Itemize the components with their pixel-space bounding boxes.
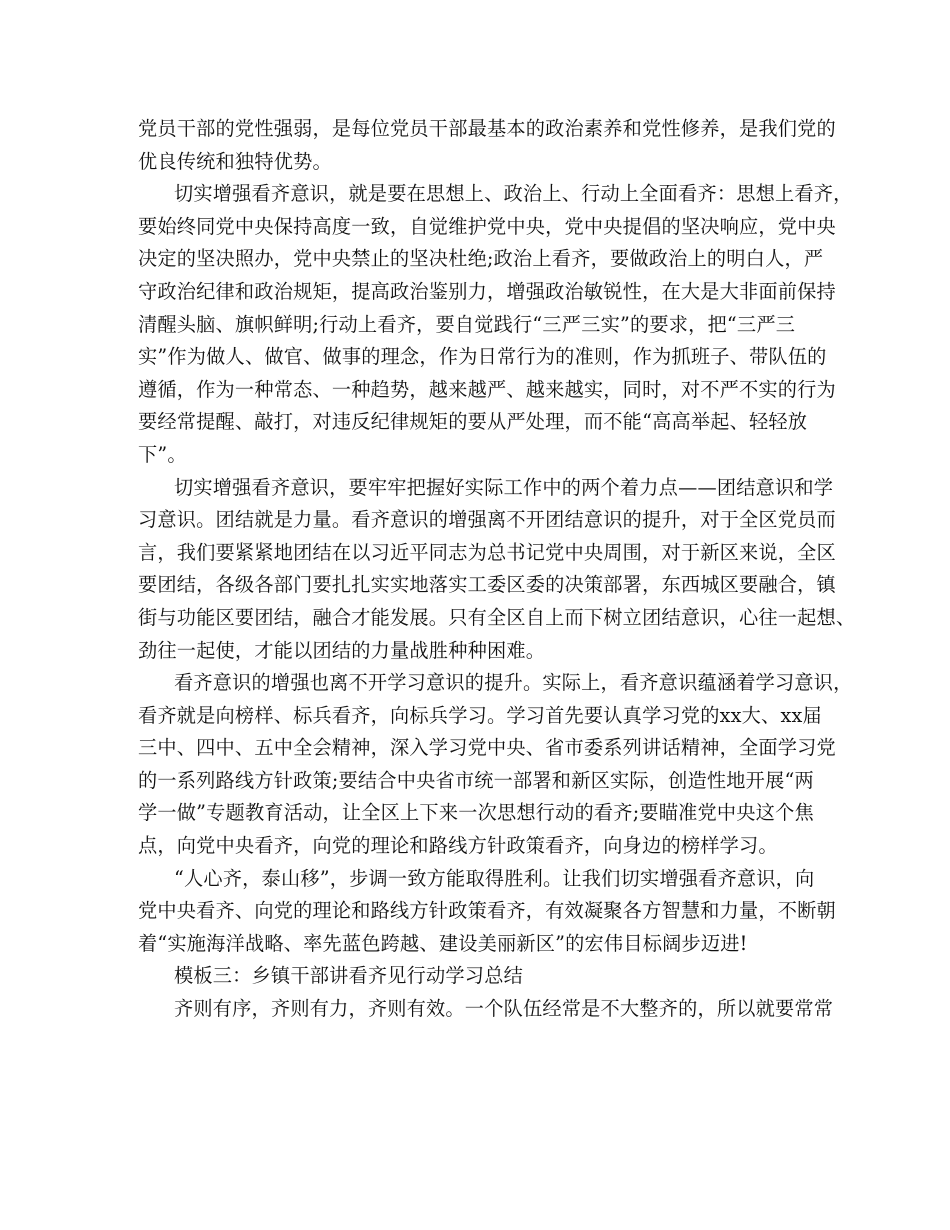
paragraph — [138, 472, 856, 668]
text-line: 切实增强看齐意识，要牢牢把握好实际工作中的两个着力点——团结意识和学 — [174, 475, 834, 499]
paragraph — [138, 178, 853, 471]
text-line: 街与功能区要团结，融合才能发展。只有全区自上而下树立团结意识，心往一起想、 — [138, 605, 856, 629]
text-line: 党中央看齐、向党的理论和路线方针政策看齐，有效凝聚各方智慧和力量，不断朝 — [138, 899, 836, 923]
text-line: 实”作为做人、做官、做事的理念，作为日常行为的准则，作为抓班子、带队伍的 — [138, 345, 827, 369]
paragraph — [138, 667, 853, 863]
paragraph — [138, 863, 836, 961]
text-line: 齐则有序，齐则有力，齐则有效。一个队伍经常是不大整齐的，所以就要常常 — [174, 997, 834, 1021]
paragraph — [138, 993, 834, 1026]
text-line: 劲往一起使，才能以团结的力量战胜种种困难。 — [138, 638, 546, 662]
text-line: 下”。 — [138, 442, 187, 466]
document-body — [138, 113, 856, 1026]
text-line: 习意识。团结就是力量。看齐意识的增强离不开团结意识的提升，对于全区党员而 — [138, 508, 836, 532]
text-line: 学一做”专题教育活动，让全区上下来一次思想行动的看齐;要瞄准党中央这个焦 — [138, 801, 814, 825]
text-line: 遵循，作为一种常态、一种趋势，越来越严、越来越实，同时，对不严不实的行为 — [138, 377, 836, 401]
text-line: 要团结，各级各部门要扎扎实实地落实工委区委的决策部署，东西城区要融合，镇 — [138, 573, 836, 597]
text-line: 的一系列路线方针政策;要结合中央省市统一部署和新区实际，创造性地开展“两 — [138, 768, 814, 792]
text-line: 言，我们要紧紧地团结在以习近平同志为总书记党中央周围，对于新区来说，全区 — [138, 540, 836, 564]
text-line: 党员干部的党性强弱，是每位党员干部最基本的政治素养和党性修养，是我们党的 — [138, 117, 836, 140]
text-line: 清醒头脑、旗帜鲜明;行动上看齐，要自觉践行“三严三实”的要求，把“三严三 — [138, 312, 796, 336]
text-line: 看齐意识的增强也离不开学习意识的提升。实际上，看齐意识蕴涵着学习意识， — [174, 671, 853, 695]
text-line: 决定的坚决照办，党中央禁止的坚决杜绝;政治上看齐，要做政治上的明白人，严 — [138, 247, 824, 271]
text-line: 优良传统和独特优势。 — [138, 149, 332, 173]
text-line: 点，向党中央看齐，向党的理论和路线方针政策看齐，向身边的榜样学习。 — [138, 834, 778, 858]
text-line: 看齐就是向榜样、标兵看齐，向标兵学习。学习首先要认真学习党的xx大、xx届 — [138, 703, 822, 727]
text-line: 要经常提醒、敲打，对违反纪律规矩的要从严处理，而不能“高高举起、轻轻放 — [138, 410, 808, 434]
paragraph — [138, 113, 836, 178]
text-line: “人心齐，泰山移”，步调一致方能取得胜利。让我们切实增强看齐意识，向 — [174, 866, 815, 890]
section-heading: 模板三：乡镇干部讲看齐见行动学习总结 — [174, 964, 523, 988]
text-line: 着“实施海洋战略、率先蓝色跨越、建设美丽新区”的宏伟目标阔步迈进! — [138, 931, 748, 955]
paragraph — [138, 960, 828, 993]
text-line: 要始终同党中央保持高度一致，自觉维护党中央，党中央提倡的坚决响应，党中央 — [138, 214, 836, 238]
text-line: 守政治纪律和政治规矩，提高政治鉴别力，增强政治敏锐性，在大是大非面前保持 — [138, 279, 836, 303]
text-line: 三中、四中、五中全会精神，深入学习党中央、省市委系列讲话精神，全面学习党 — [138, 736, 836, 760]
text-line: 切实增强看齐意识，就是要在思想上、政治上、行动上全面看齐：思想上看齐， — [174, 182, 853, 206]
